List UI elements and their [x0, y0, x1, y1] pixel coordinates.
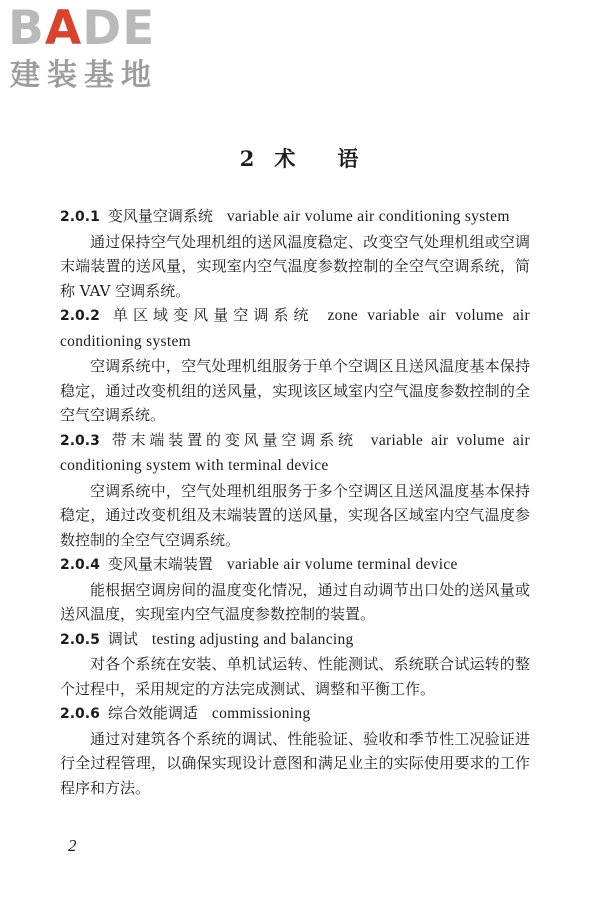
term-chinese: 变风量末端装置 [107, 555, 213, 573]
term-english: variable air volume air conditioning system [226, 208, 510, 225]
chapter-heading [0, 143, 600, 173]
logo-subtitle: 建装基地 [10, 58, 158, 93]
term-chinese: 单区域变风量空调系统 [107, 306, 314, 324]
term-english: commissioning [211, 705, 311, 722]
term-chinese: 带末端装置的变风量空调系统 [107, 430, 357, 449]
logo-letter-a-accent: A [44, 1, 83, 56]
bade-logo [8, 1, 178, 96]
term-english: variable air volume terminal device [226, 556, 458, 573]
term-definition: 通过保持空气处理机组的送风温度稳定、改变空气处理机组或空调末端装置的送风量，实现室内空气温度参数控制的全空气空调系统，简称 VAV 空调系统。 [60, 232, 530, 300]
page-number: 2 [68, 836, 77, 855]
term-number: 2.0.1 [60, 209, 100, 225]
term-chinese: 调试 [107, 629, 138, 648]
term-number: 2.0.6 [60, 706, 100, 722]
chapter-number: 2 [239, 146, 257, 171]
chapter-title-part1: 术 [274, 146, 298, 171]
term-definition: 通过对建筑各个系统的调试、性能验证、验收和季节性工况验证进行全过程管理，以确保实现设计意图和满足业主的实际使用要求的工作程序和方法。 [60, 729, 530, 797]
term-heading [60, 552, 530, 578]
term-chinese: 变风量空调系统 [107, 207, 213, 225]
term-heading [60, 303, 530, 354]
logo-wordmark [8, 1, 156, 56]
term-heading [60, 428, 530, 479]
term-definition: 对各个系统在安装、单机试运转、性能测试、系统联合试运转的整个过程中，采用规定的方法完成测试、调整和平衡工作。 [60, 655, 530, 698]
term-english: zone variable air volume air conditioning system [60, 307, 530, 350]
terms-section [60, 204, 530, 800]
logo-letters-b: B [8, 1, 45, 56]
term-number: 2.0.2 [60, 308, 100, 324]
term-heading [60, 204, 530, 230]
term-english: testing adjusting and balancing [151, 630, 354, 648]
term-definition: 空调系统中，空气处理机组服务于单个空调区且送风温度基本保持稳定，通过改变机组的送风量，实现该区域室内空气温度参数控制的全空气空调系统。 [60, 357, 530, 424]
term-chinese: 综合效能调适 [107, 704, 198, 722]
term-heading [60, 701, 530, 727]
term-english: variable air volume air conditioning system with terminal device [60, 431, 530, 474]
term-number: 2.0.5 [60, 631, 100, 648]
term-number: 2.0.4 [60, 557, 100, 573]
term-definition: 空调系统中，空气处理机组服务于多个空调区且送风温度基本保持稳定，通过改变机组及末端装置的送风量，实现各区域室内空气温度参数控制的全空气空调系统。 [60, 481, 530, 549]
term-heading [60, 627, 530, 653]
logo-letters-de: DE [82, 1, 156, 56]
term-number: 2.0.3 [60, 432, 100, 449]
chapter-title-part2: 语 [337, 146, 361, 171]
term-definition: 能根据空调房间的温度变化情况，通过自动调节出口处的送风量或送风温度，实现室内空气温度参数控制的装置。 [60, 580, 530, 623]
